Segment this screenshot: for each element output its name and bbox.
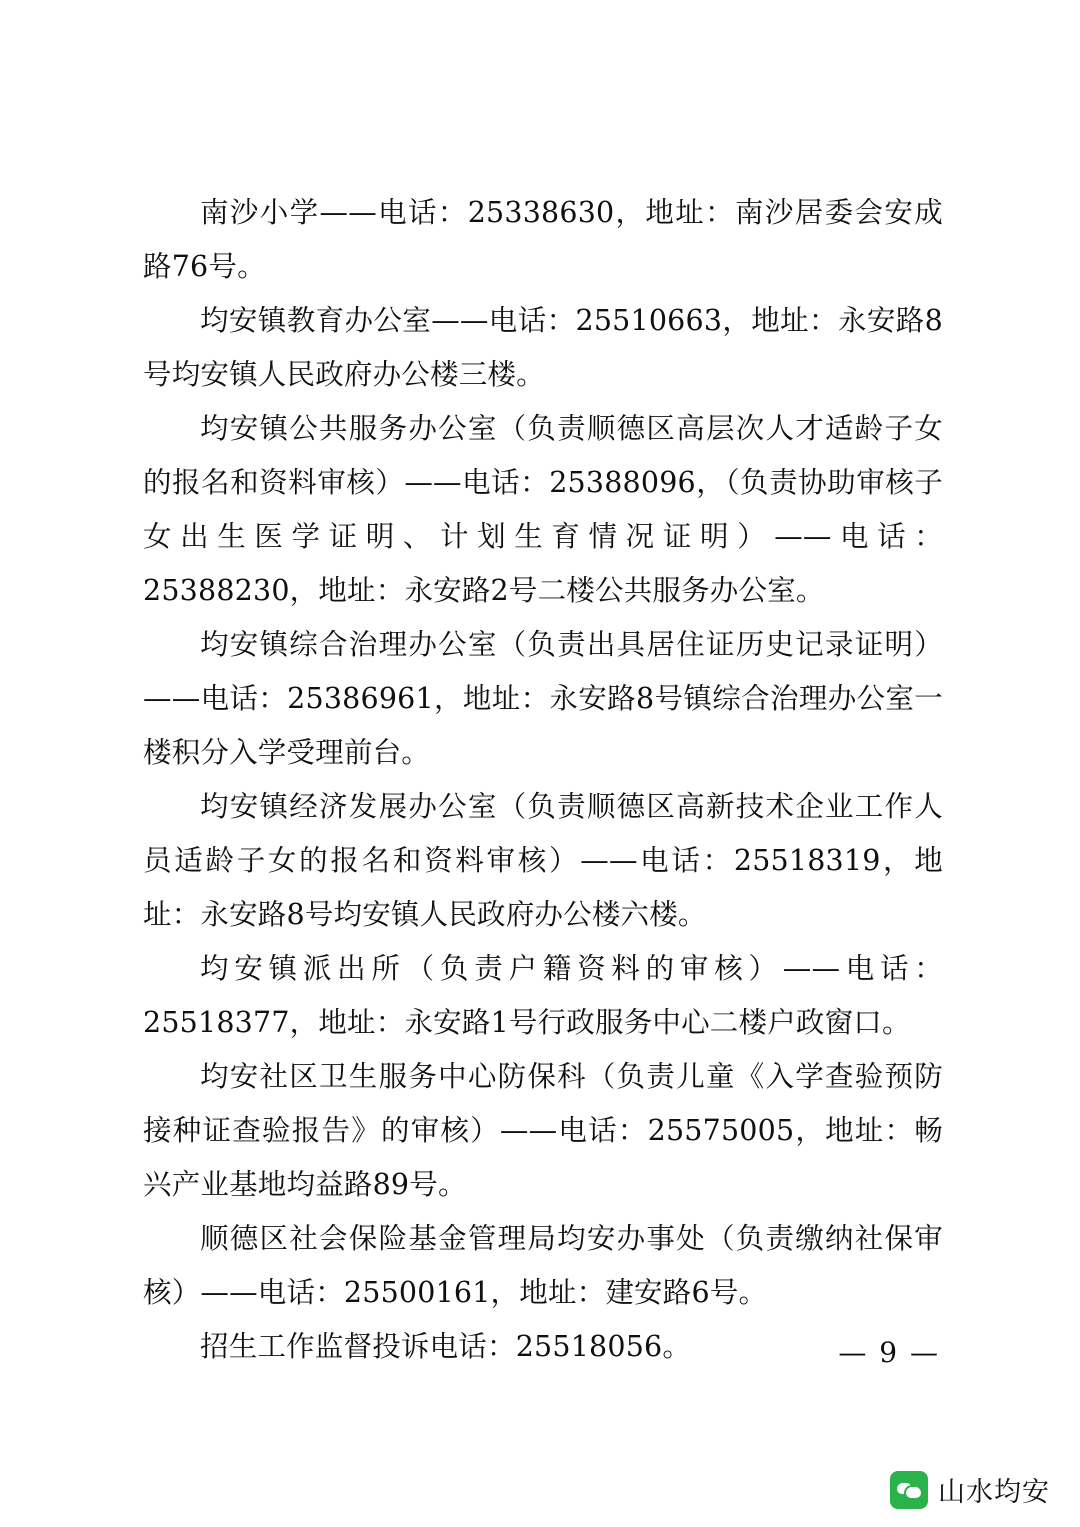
watermark-label: 山水均安 <box>938 1477 1050 1508</box>
paragraph: 均安镇教育办公室——电话：25510663，地址：永安路8号均安镇人民政府办公楼三楼。 <box>143 304 943 391</box>
paragraph: 南沙小学——电话：25338630，地址：南沙居委会安成路76号。 <box>143 196 943 283</box>
paragraph: 顺德区社会保险基金管理局均安办事处（负责缴纳社保审核）——电话：25500161，地址：建安路6号。 <box>143 1222 943 1309</box>
page-number: — 9 — <box>838 1336 940 1369</box>
watermark <box>890 1470 1050 1509</box>
paragraph: 均安镇综合治理办公室（负责出具居住证历史记录证明）——电话：25386961，地址：永安路8号镇综合治理办公室一楼积分入学受理前台。 <box>143 628 943 769</box>
paragraph: 招生工作监督投诉电话：25518056。 <box>200 1330 692 1363</box>
paragraph: 均安镇经济发展办公室（负责顺德区高新技术企业工作人员适龄子女的报名和资料审核）——电话：25518319，地址：永安路8号均安镇人民政府办公楼六楼。 <box>143 790 943 931</box>
paragraph: 均安镇公共服务办公室（负责顺德区高层次人才适龄子女的报名和资料审核）——电话：25388096，（负责协助审核子女出生医学证明、计划生育情况证明）——电话：25388230，地址：永安路2号二楼公共服务办公室。 <box>143 412 943 607</box>
paragraph: 均安社区卫生服务中心防保科（负责儿童《入学查验预防接种证查验报告》的审核）——电话：25575005，地址：畅兴产业基地均益路89号。 <box>143 1060 943 1201</box>
wechat-icon <box>890 1471 928 1509</box>
document-body <box>143 186 943 1374</box>
paragraph: 均安镇派出所（负责户籍资料的审核）——电话：25518377，地址：永安路1号行政服务中心二楼户政窗口。 <box>143 952 943 1039</box>
